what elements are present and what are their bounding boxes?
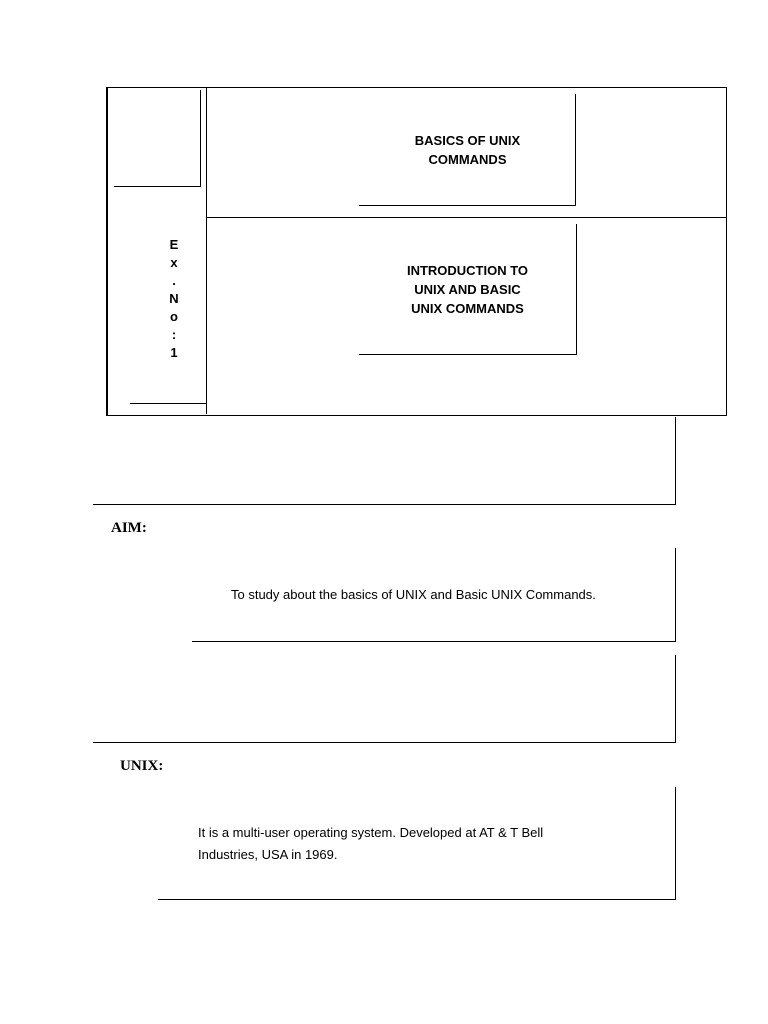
unix-text-line: Industries, USA in 1969.	[198, 847, 338, 862]
decor-line	[130, 403, 206, 404]
exercise-char: N	[169, 291, 179, 306]
aim-text: To study about the basics of UNIX and Basic UNIX Commands.	[231, 587, 596, 602]
title-line: COMMANDS	[428, 152, 507, 167]
decor-line	[675, 655, 676, 742]
decor-line	[675, 787, 676, 899]
unix-heading: UNIX:	[120, 758, 164, 774]
exercise-number-label	[164, 236, 184, 362]
exercise-char: :	[171, 327, 177, 342]
decor-line	[158, 899, 676, 900]
subtitle-line: UNIX AND BASIC	[414, 282, 521, 297]
exercise-char: 1	[170, 345, 178, 360]
decor-line	[675, 417, 676, 504]
document-title	[360, 131, 575, 169]
decor-line	[114, 186, 201, 187]
subtitle-line: UNIX COMMANDS	[411, 301, 524, 316]
decor-line	[192, 641, 676, 642]
unix-text	[198, 822, 543, 866]
table-column-divider	[206, 88, 207, 414]
decor-line	[200, 90, 201, 186]
decor-line	[93, 504, 676, 505]
decor-line	[359, 354, 577, 355]
aim-heading: AIM:	[111, 520, 147, 536]
decor-line	[359, 205, 576, 206]
decor-line	[576, 224, 577, 354]
exercise-char: E	[169, 237, 179, 252]
table-row-divider	[206, 217, 726, 218]
subtitle-line: INTRODUCTION TO	[406, 263, 529, 278]
exercise-char: x	[170, 255, 178, 270]
decor-line	[575, 94, 576, 205]
decor-line	[675, 548, 676, 641]
document-subtitle	[360, 261, 575, 318]
table-left-border	[107, 87, 108, 415]
unix-text-line: It is a multi-user operating system. Developed at AT & T Bell	[198, 825, 544, 840]
exercise-char: .	[172, 273, 176, 288]
exercise-char: o	[170, 309, 178, 324]
title-line: BASICS OF UNIX	[414, 133, 521, 148]
decor-line	[93, 742, 676, 743]
